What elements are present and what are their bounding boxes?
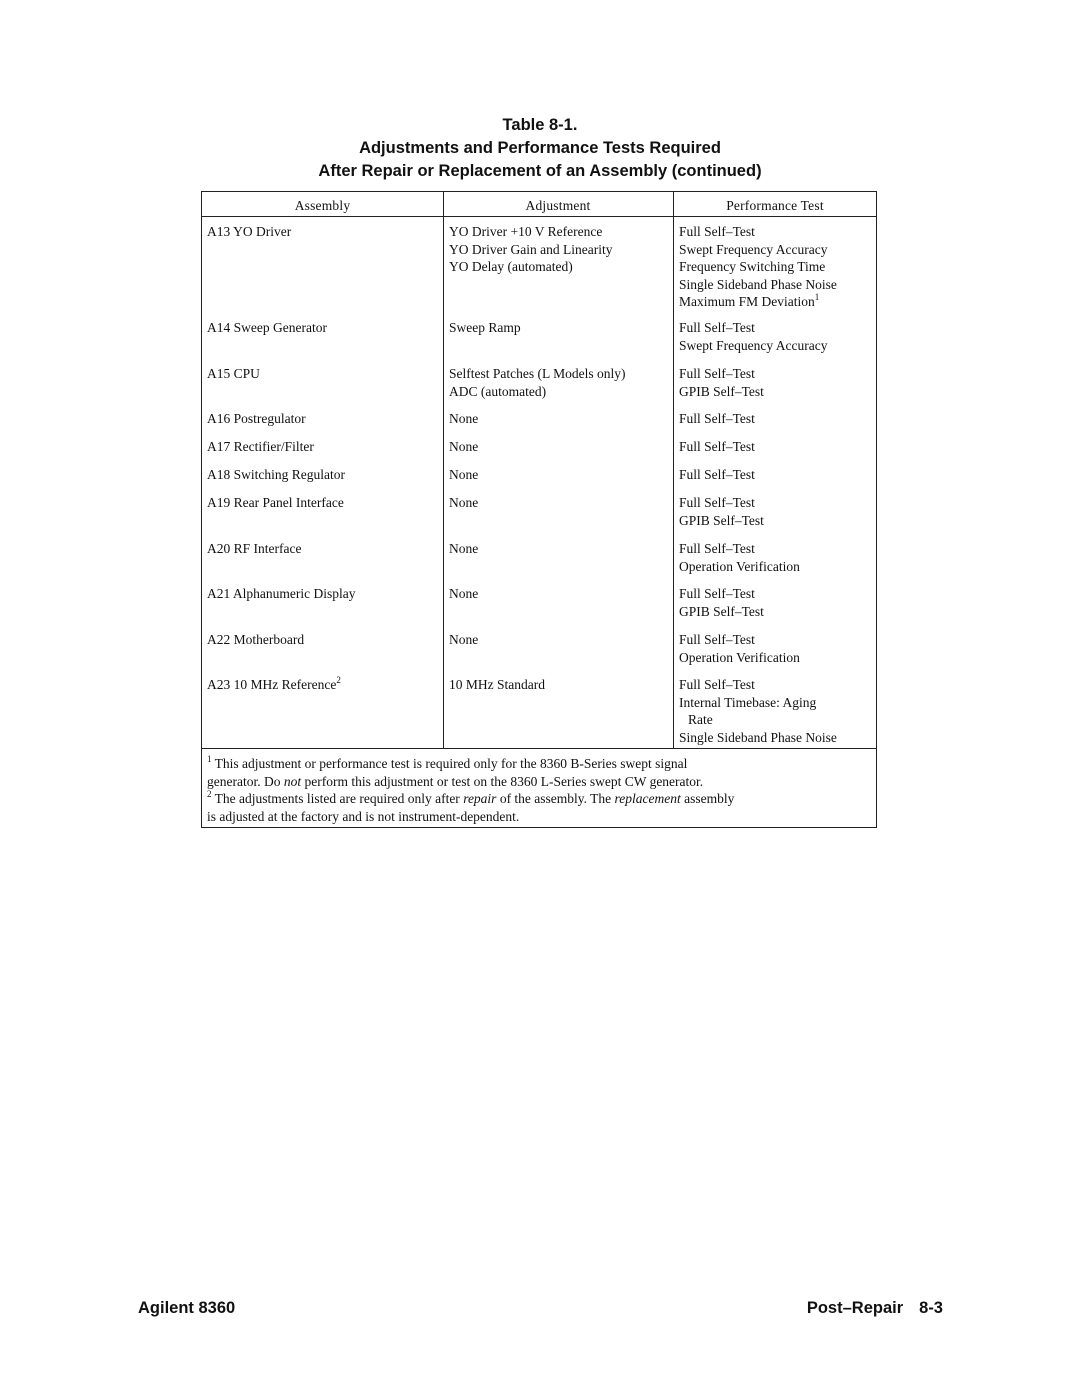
test-line: Internal Timebase: Aging	[679, 694, 817, 710]
footnote-text: of the assembly. The	[496, 791, 615, 807]
test-line: Full Self–Test	[679, 320, 755, 335]
footnote-rule	[202, 748, 876, 749]
adjustment-cell	[449, 319, 521, 337]
test-line: Frequency Switching Time	[679, 259, 826, 275]
header-adjustment: Adjustment	[525, 198, 591, 213]
adjustment-cell	[449, 410, 478, 428]
adjustment-line: None	[449, 467, 479, 482]
adjustment-cell	[449, 466, 478, 484]
footer-section: Post–Repair	[806, 1299, 904, 1317]
adjustment-line: None	[449, 495, 479, 510]
test-line: GPIB Self–Test	[679, 603, 764, 619]
performance-test-cell	[679, 319, 827, 354]
header-performance-test: Performance Test	[726, 198, 824, 213]
test-line: Full Self–Test	[679, 541, 755, 556]
performance-test-cell	[679, 223, 837, 311]
table-title	[0, 114, 1080, 183]
adjustment-line: Sweep Ramp	[449, 320, 521, 335]
test-line: Full Self–Test	[679, 632, 755, 647]
adjustment-line: None	[449, 632, 479, 647]
footnote-2	[207, 790, 872, 808]
test-line: Single Sideband Phase Noise	[679, 276, 837, 292]
footer-page-number: 8-3	[919, 1299, 943, 1317]
footnote-1	[207, 755, 872, 773]
adjustment-cell	[449, 676, 545, 694]
test-line: GPIB Self–Test	[679, 512, 764, 528]
test-line: Rate	[688, 712, 713, 728]
footnote-mark: 2	[207, 788, 212, 799]
adjustment-cell	[449, 223, 612, 276]
assembly-text: A23 10 MHz Reference	[207, 677, 337, 692]
test-line: Single Sideband Phase Noise	[679, 729, 837, 745]
footnote-text: perform this adjustment or test on the 8360 L-Series swept CW generator.	[301, 773, 704, 789]
table-number: Table 8-1.	[502, 116, 578, 134]
performance-test-cell	[679, 494, 764, 529]
adjustment-line: YO Delay (automated)	[449, 259, 573, 275]
test-line: Operation Verification	[679, 649, 800, 665]
test-line: Swept Frequency Accuracy	[679, 337, 828, 353]
test-line: Full Self–Test	[679, 467, 755, 482]
adjustment-line: YO Driver Gain and Linearity	[449, 241, 613, 257]
assembly-cell: A22 Motherboard	[207, 632, 305, 647]
assembly-cell: A15 CPU	[207, 366, 260, 381]
performance-test-cell	[679, 631, 800, 666]
adjustment-cell	[449, 365, 625, 400]
adjustment-line: YO Driver +10 V Reference	[449, 224, 603, 239]
assembly-cell: A19 Rear Panel Interface	[207, 495, 344, 510]
test-line: Full Self–Test	[679, 366, 755, 381]
adjustment-cell	[449, 631, 478, 649]
footnote-2-cont: is adjusted at the factory and is not instrument-dependent.	[207, 808, 520, 824]
table-heading: Adjustments and Performance Tests Required	[359, 139, 721, 157]
header-assembly: Assembly	[294, 198, 351, 213]
test-line: Full Self–Test	[679, 411, 755, 426]
footer-product: Agilent 8360	[138, 1299, 236, 1317]
footnote-ref: 1	[814, 291, 820, 302]
test-line: Full Self–Test	[679, 677, 755, 692]
test-line: Operation Verification	[679, 558, 800, 574]
test-text: Maximum FM Deviation	[679, 294, 815, 310]
table-footnotes	[207, 755, 872, 825]
adjustment-line: None	[449, 586, 479, 601]
adjustment-cell	[449, 585, 478, 603]
footnote-1-cont	[207, 773, 872, 791]
footnote-ref: 2	[336, 674, 341, 685]
footer-page-ref	[807, 1299, 943, 1318]
adjustment-cell	[449, 494, 478, 512]
test-line: GPIB Self–Test	[679, 383, 764, 399]
performance-test-cell	[679, 365, 764, 400]
column-divider	[673, 192, 674, 749]
footnote-text: This adjustment or performance test is required only for the 8360 B-Series swept signal	[214, 756, 688, 771]
test-line: Full Self–Test	[679, 224, 755, 239]
assembly-cell: A14 Sweep Generator	[207, 320, 327, 335]
performance-test-cell	[679, 676, 837, 746]
assembly-cell: A21 Alphanumeric Display	[207, 586, 356, 601]
assembly-cell: A20 RF Interface	[207, 541, 302, 556]
footnote-text: generator. Do	[207, 773, 284, 789]
performance-test-cell	[679, 466, 755, 484]
test-line: Swept Frequency Accuracy	[679, 241, 828, 257]
assembly-cell: A16 Postregulator	[207, 411, 306, 426]
footnote-emphasis: repair	[463, 791, 497, 807]
performance-test-cell	[679, 410, 755, 428]
adjustment-line: ADC (automated)	[449, 383, 547, 399]
footnote-text: The adjustments listed are required only after	[214, 791, 464, 807]
footnote-text: assembly	[680, 791, 735, 807]
test-line: Full Self–Test	[679, 495, 755, 510]
test-line	[679, 293, 837, 311]
adjustment-cell	[449, 438, 478, 456]
assembly-cell: A18 Switching Regulator	[207, 467, 345, 482]
assembly-cell	[207, 676, 341, 694]
adjustment-cell	[449, 540, 478, 558]
header-rule	[202, 216, 876, 217]
adjustment-line: None	[449, 541, 479, 556]
adjustment-line: None	[449, 411, 479, 426]
test-line: Full Self–Test	[679, 586, 755, 601]
performance-test-cell	[679, 438, 755, 456]
footnote-mark: 1	[207, 753, 212, 764]
test-line: Full Self–Test	[679, 439, 755, 454]
assembly-cell: A17 Rectifier/Filter	[207, 439, 314, 454]
performance-test-cell	[679, 540, 800, 575]
adjustment-line: Selftest Patches (L Models only)	[449, 366, 626, 381]
performance-test-cell	[679, 585, 764, 620]
footnote-emphasis: replacement	[614, 791, 681, 807]
adjustments-table	[201, 191, 877, 828]
footnote-emphasis: not	[283, 773, 302, 789]
assembly-cell: A13 YO Driver	[207, 224, 292, 239]
adjustment-line: None	[449, 439, 479, 454]
table-subheading: After Repair or Replacement of an Assembly (continued)	[318, 162, 762, 180]
column-divider	[443, 192, 444, 749]
adjustment-line: 10 MHz Standard	[449, 677, 545, 692]
